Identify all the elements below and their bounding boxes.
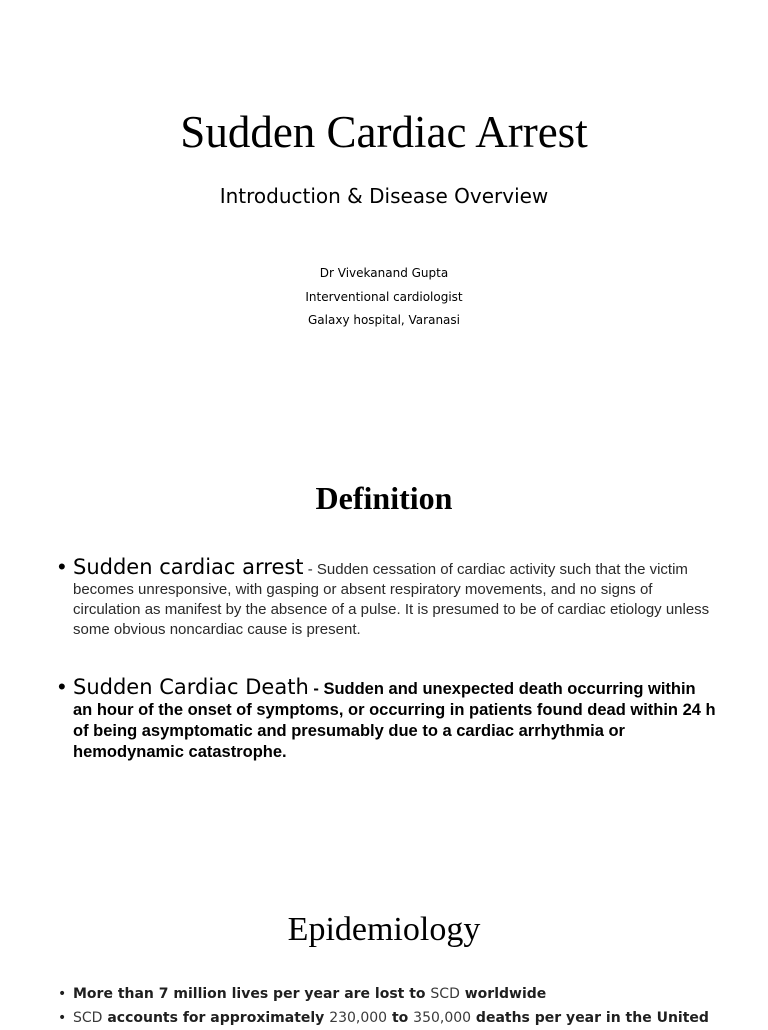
definition-separator: - (308, 680, 324, 698)
definition-term: Sudden Cardiac Death (73, 675, 309, 699)
bullet-icon: • (58, 1010, 67, 1026)
epi-text: 350,000 (413, 1010, 472, 1026)
epidemiology-heading: Epidemiology (287, 911, 481, 948)
epi-text: deaths per year in the United (471, 1010, 709, 1026)
list-item (58, 982, 738, 1006)
definition-description: Sudden cessation of cardiac activity such that the victim becomes unresponsive, with gasping or absent respiratory movements, and no signs of circulation as manifest by the absence of a pulse. It is presumed to be of cardiac etiology unless some obvious noncardiac cause is present. (73, 561, 710, 638)
epi-text: More than 7 million lives per year are lost to (73, 986, 431, 1002)
definition-separator: - (303, 561, 317, 578)
epi-text: 230,000 (329, 1010, 388, 1026)
bullet-icon: • (58, 674, 66, 699)
presentation-title: Sudden Cardiac Arrest (180, 107, 588, 157)
author-role: Interventional cardiologist (305, 289, 463, 304)
definition-item-sca (58, 554, 718, 640)
epidemiology-list (58, 982, 738, 1030)
list-item (58, 1006, 738, 1030)
definition-text (73, 674, 718, 763)
epi-text: SCD (430, 986, 460, 1002)
epi-text: worldwide (459, 986, 547, 1002)
author-block (0, 262, 768, 333)
epi-text: to (387, 1010, 414, 1026)
bullet-icon: • (58, 554, 66, 579)
definition-slide (0, 440, 768, 860)
definition-term: Sudden cardiac arrest (73, 555, 304, 579)
definition-text (73, 554, 718, 640)
bullet-icon: • (58, 986, 67, 1002)
epi-text: SCD (73, 1010, 103, 1026)
title-slide (0, 0, 768, 440)
author-name: Dr Vivekanand Gupta (319, 266, 449, 280)
definition-heading: Definition (315, 480, 453, 516)
author-affiliation: Galaxy hospital, Varanasi (308, 313, 460, 327)
epi-text: accounts for approximately (102, 1010, 330, 1026)
definition-description: Sudden and unexpected death occurring within an hour of the onset of symptoms, or occurring in patients found dead within 24 h of being asymptomatic and presumably due to a cardiac arrhythmia or hemodynamic catastrophe. (73, 680, 716, 761)
definition-item-scd (58, 674, 718, 763)
presentation-subtitle: Introduction & Disease Overview (219, 184, 549, 208)
epidemiology-slide (0, 880, 768, 1024)
